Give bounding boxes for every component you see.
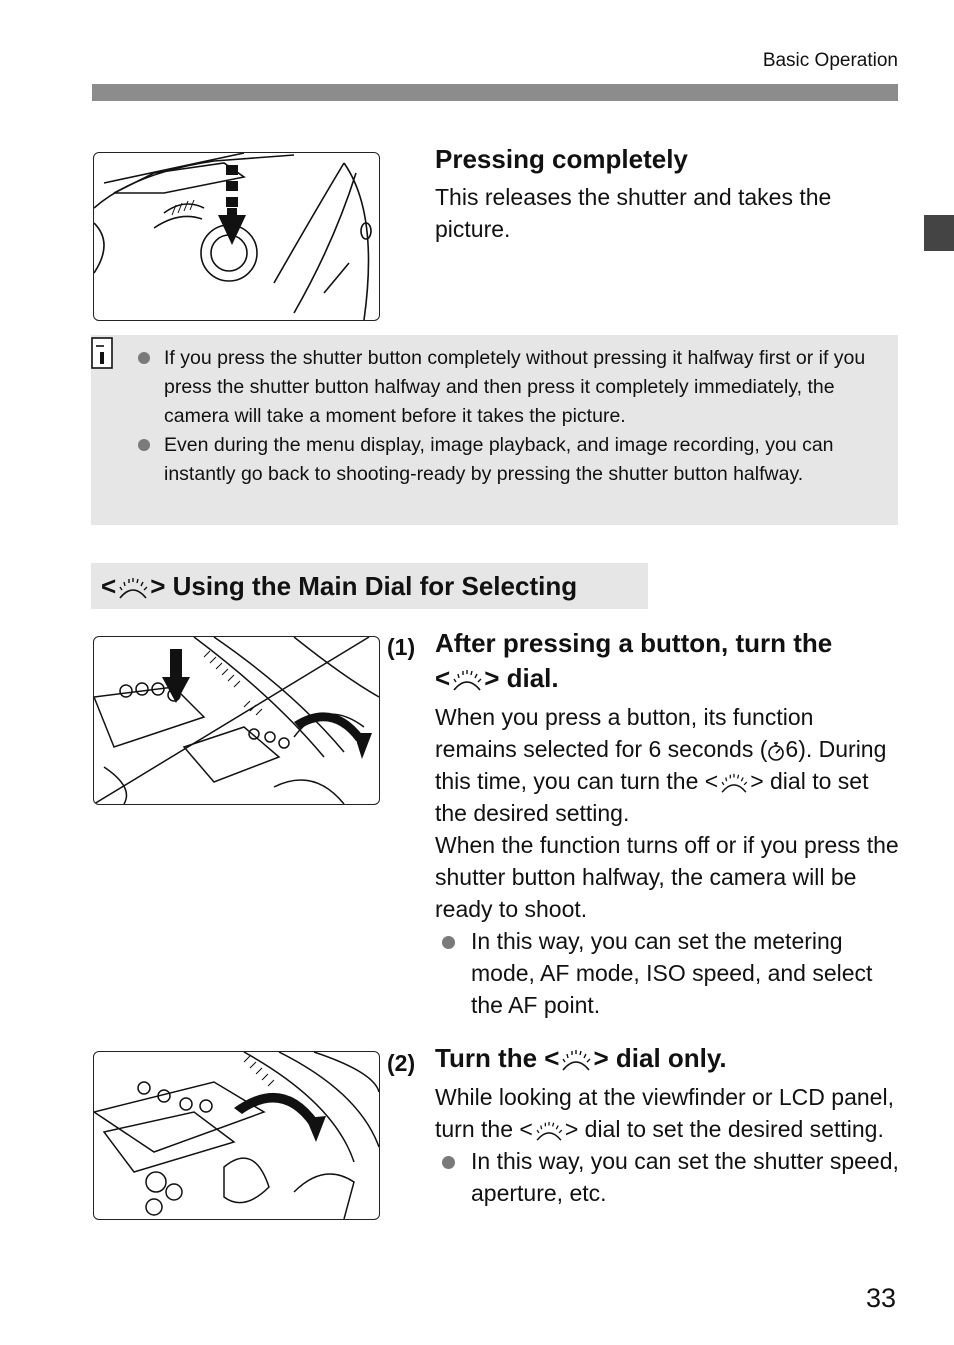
- note-item: [136, 431, 886, 489]
- step2-heading-b: > dial only.: [593, 1043, 727, 1073]
- note-item: [136, 344, 886, 431]
- step1-paragraph-1: [435, 701, 901, 829]
- step-number: (1): [387, 634, 416, 660]
- bullet-dot: [442, 936, 455, 949]
- memo-icon: [91, 337, 117, 376]
- bullet-dot: [138, 439, 150, 451]
- step1-bullet: [435, 925, 901, 1021]
- bullet-dot: [138, 352, 150, 364]
- step1-heading-open: <: [435, 663, 451, 693]
- step-number: (2): [387, 1050, 416, 1076]
- button-and-dial-illustration: [93, 636, 380, 805]
- step2-paragraph: [435, 1081, 901, 1145]
- pressing-completely-heading: Pressing completely: [435, 144, 688, 174]
- step1-bullet-text: In this way, you can set the metering mode, AF mode, ISO speed, and select the AF point.: [471, 928, 873, 1018]
- step2-bullet-text: In this way, you can set the shutter speed, aperture, etc.: [471, 1148, 899, 1206]
- step1-heading-line1: After pressing a button, turn the: [435, 628, 833, 658]
- page-number: 33: [866, 1283, 897, 1313]
- note-text: Even during the menu display, image playback, and image recording, you can instantly go back to shooting-ready by pressing the shutter button halfway.: [164, 434, 834, 485]
- running-header: Basic Operation: [762, 50, 898, 71]
- step2-heading: [435, 1041, 905, 1076]
- step1-text-a: When you press a button, its function remains selected for 6 seconds (: [435, 704, 814, 762]
- step1-heading-close: > dial.: [484, 663, 559, 693]
- step1-heading: [435, 626, 905, 696]
- step1-text-b: ). During this time, you can turn the <: [435, 736, 887, 794]
- step1-body: [435, 701, 901, 1021]
- main-dial-illustration: [93, 1051, 380, 1220]
- note-text: If you press the shutter button completely without pressing it halfway first or if you press the shutter button halfway and then press it completely immediately, the camera will take a moment before it takes the picture.: [164, 347, 866, 427]
- section-title-open: <: [101, 571, 117, 601]
- step1-text-c: > dial to set the desired setting.: [435, 768, 869, 826]
- step1-heading-line2: [435, 661, 905, 696]
- main-dial-icon: [116, 576, 150, 600]
- step2-text-a: While looking at the viewfinder or LCD panel, turn the <: [435, 1084, 894, 1142]
- step1-paragraph-2: When the function turns off or if you press the shutter button halfway, the camera will be ready to shoot.: [435, 832, 899, 922]
- header-rule: [92, 84, 898, 101]
- section-title: [91, 563, 648, 609]
- timer-value: 6: [785, 736, 799, 762]
- note-list: [136, 344, 886, 489]
- section-title-text: > Using the Main Dial for Selecting: [150, 571, 578, 601]
- step2-heading-a: Turn the <: [435, 1043, 560, 1073]
- timer-icon: [767, 740, 785, 762]
- bullet-dot: [442, 1156, 455, 1169]
- step2-text-b: > dial to set the desired setting.: [564, 1116, 884, 1142]
- main-dial-icon: [450, 668, 484, 692]
- main-dial-icon: [718, 772, 750, 794]
- chapter-tab: [924, 215, 954, 251]
- main-dial-icon: [533, 1120, 565, 1142]
- step2-body: [435, 1081, 901, 1209]
- pressing-completely-text: This releases the shutter and takes the picture.: [435, 184, 832, 242]
- shutter-press-illustration: [93, 152, 380, 321]
- main-dial-icon: [559, 1048, 593, 1072]
- step2-bullet: [435, 1145, 901, 1209]
